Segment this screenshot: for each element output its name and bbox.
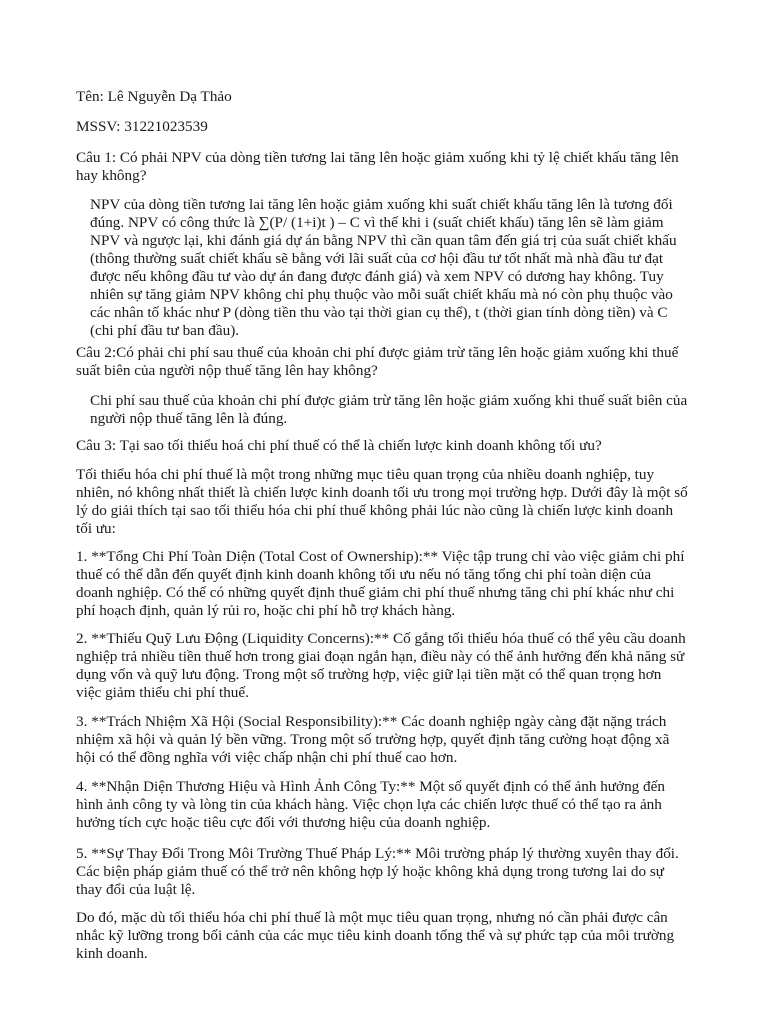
answer-3-conclusion: Do đó, mặc dù tối thiểu hóa chi phí thuế là một mục tiêu quan trọng, nhưng nó cần phải được cân nhắc kỹ lưỡng trong bối cảnh của các mục tiêu kinh doanh tổng thể và sự phức tạp của môi trường kinh doanh.: [76, 909, 675, 962]
answer-1: NPV của dòng tiền tương lai tăng lên hoặc giảm xuống khi suất chiết khấu tăng lên là tương đối đúng. NPV có công thức là ∑(P/ (1+i)t ) – C vì thế khi i (suất chiết khấu) tăng lên sẽ làm giảm NPV và ngược lại, khi đánh giá dự án bằng NPV thì cần quan tâm đến giá trị của suất chiết khấu (thông thường suất chiết khấu sẽ bằng với lãi suất của cơ hội đầu tư tốt nhất mà nhà đầu tư đạt được nếu không đầu tư vào dự án đang được đánh giá) và xem NPV có dương hay không. Tuy nhiên sự tăng giảm NPV không chỉ phụ thuộc vào mỗi suất chiết khấu mà nó còn phụ thuộc vào các nhân tố khác như P (dòng tiền thu vào tại thời gian cụ thể), t (thời gian tính dòng tiền) và C (chi phí đầu tư ban đầu).: [90, 196, 677, 339]
answer-3-intro: Tối thiểu hóa chi phí thuế là một trong những mục tiêu quan trọng của nhiều doanh nghiệp, tuy nhiên, nó không nhất thiết là chiến lược kinh doanh tối ưu trong mọi trường hợp. Dưới đây là một số lý do giải thích tại sao tối thiểu hóa chi phí thuế không phải lúc nào cũng là chiến lược kinh doanh tối ưu:: [76, 466, 688, 537]
answer-2: Chi phí sau thuế của khoản chi phí được giảm trừ tăng lên hoặc giảm xuống khi thuế suất biên của người nộp thuế tăng lên là đúng.: [90, 392, 688, 427]
answer-3-point-1: 1. **Tổng Chi Phí Toàn Diện (Total Cost of Ownership):** Việc tập trung chỉ vào việc giảm chi phí thuế có thể dẫn đến quyết định kinh doanh không tối ưu nếu nó tăng tổng chi phí toàn diện của doanh nghiệp. Có thể có những quyết định thuế giảm chi phí thuế nhưng tăng chi phí khác như chi phí hoạch định, quản lý rủi ro, hoặc chi phí hỗ trợ khách hàng.: [76, 548, 685, 619]
question-2: Câu 2:Có phải chi phí sau thuế của khoản chi phí được giảm trừ tăng lên hoặc giảm xuống khi thuế suất biên của người nộp thuế tăng lên hay không?: [76, 344, 679, 379]
question-3: Câu 3: Tại sao tối thiểu hoá chi phí thuế có thể là chiến lược kinh doanh không tối ưu?: [76, 437, 602, 454]
student-name: Tên: Lê Nguyễn Dạ Thảo: [76, 88, 232, 105]
question-1: Câu 1: Có phải NPV của dòng tiền tương lai tăng lên hoặc giảm xuống khi tỷ lệ chiết khấu tăng lên hay không?: [76, 149, 679, 184]
student-id: MSSV: 31221023539: [76, 118, 208, 135]
answer-3-point-3: 3. **Trách Nhiệm Xã Hội (Social Responsibility):** Các doanh nghiệp ngày càng đặt nặng trách nhiệm xã hội và quản lý bền vững. Trong một số trường hợp, quyết định tăng cường hoạt động xã hội có thể đồng nghĩa với việc chấp nhận chi phí thuế cao hơn.: [76, 713, 670, 766]
answer-3-point-4: 4. **Nhận Diện Thương Hiệu và Hình Ảnh Công Ty:** Một số quyết định có thể ảnh hưởng đến hình ảnh công ty và lòng tin của khách hàng. Việc chọn lựa các chiến lược thuế có thể tạo ra ảnh hưởng tích cực hoặc tiêu cực đối với thương hiệu của doanh nghiệp.: [76, 778, 665, 831]
answer-3-point-5: 5. **Sự Thay Đổi Trong Môi Trường Thuế Pháp Lý:** Môi trường pháp lý thường xuyên thay đổi. Các biện pháp giảm thuế có thể trở nên không hợp lý hoặc không khả dụng trong tương lai do sự thay đổi của luật lệ.: [76, 845, 679, 898]
answer-3-point-2: 2. **Thiếu Quỹ Lưu Động (Liquidity Concerns):** Cố gắng tối thiểu hóa thuế có thể yêu cầu doanh nghiệp trả nhiều tiền thuế hơn trong giai đoạn ngắn hạn, điều này có thể ảnh hưởng đến khả năng sử dụng vốn và quỹ lưu động. Trong một số trường hợp, việc giữ lại tiền mặt có thể quan trọng hơn việc giảm thiểu chi phí thuế.: [76, 630, 686, 701]
